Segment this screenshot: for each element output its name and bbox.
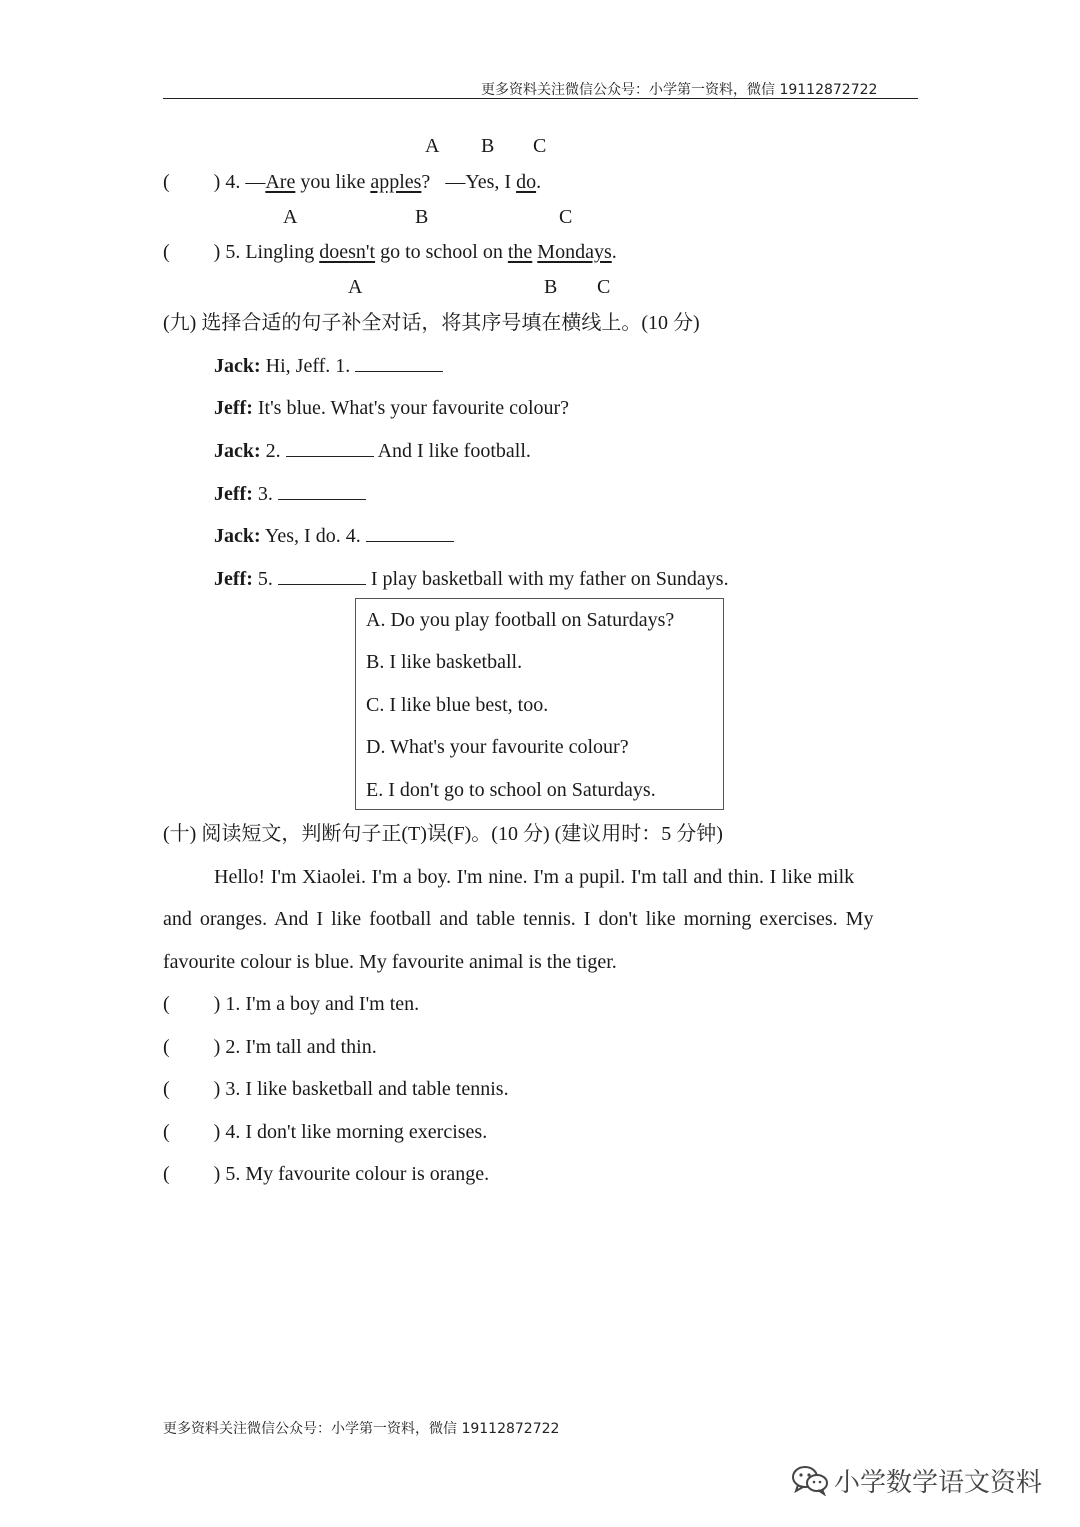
- speaker: Jeff:: [214, 483, 253, 505]
- answer-blank-1[interactable]: [355, 353, 443, 372]
- answer-paren[interactable]: (: [163, 1036, 170, 1058]
- q5-marker-a: A: [348, 276, 363, 298]
- tf-item-4: ( ) 4. I don't like morning exercises.: [163, 1121, 488, 1143]
- answer-blank-5[interactable]: [278, 566, 366, 585]
- q3-marker-c: C: [533, 135, 547, 157]
- q3-marker-b: B: [481, 135, 495, 157]
- header-text: 更多资料关注微信公众号：小学第一资料，微信 19112872722: [481, 82, 878, 98]
- q4-underlined-apples: apples: [370, 171, 422, 193]
- wechat-icon: [790, 1464, 830, 1496]
- tf-item-5: ( ) 5. My favourite colour is orange.: [163, 1163, 490, 1185]
- answer-paren[interactable]: (: [163, 1121, 170, 1143]
- passage-line-3: favourite colour is blue. My favourite animal is the tiger.: [163, 951, 617, 973]
- q4-underlined-do: do: [516, 171, 537, 193]
- answer-paren[interactable]: (: [163, 993, 170, 1015]
- passage-line-1: Hello! I'm Xiaolei. I'm a boy. I'm nine. I'm a pupil. I'm tall and thin. I like milk: [214, 866, 855, 888]
- dialogue-line-4: Jeff: 3.: [214, 481, 366, 506]
- q4-line: ( ) 4. —Are you like apples? —Yes, I do.: [163, 171, 542, 193]
- dialogue-line-2: Jeff: It's blue. What's your favourite colour?: [214, 397, 570, 419]
- answer-paren[interactable]: (: [163, 241, 170, 263]
- q5-underlined-the: the: [507, 241, 533, 263]
- answer-paren[interactable]: (: [163, 1078, 170, 1100]
- passage-line-2: and oranges. And I like football and table tennis. I don't like morning exercises. My: [163, 908, 874, 930]
- option-c: C. I like blue best, too.: [366, 694, 549, 716]
- speaker: Jeff:: [214, 568, 253, 590]
- answer-blank-3[interactable]: [278, 481, 366, 500]
- section10-title: (十) 阅读短文，判断句子正(T)误(F)。(10 分) (建议用时：5 分钟): [163, 823, 723, 845]
- dialogue-line-1: Jack: Hi, Jeff. 1.: [214, 353, 443, 378]
- answer-paren[interactable]: (: [163, 1163, 170, 1185]
- tf-item-2: ( ) 2. I'm tall and thin.: [163, 1036, 377, 1058]
- speaker: Jack:: [214, 440, 261, 462]
- answer-blank-2[interactable]: [286, 438, 374, 457]
- q5-marker-c: C: [597, 276, 611, 298]
- answer-paren[interactable]: (: [163, 171, 170, 193]
- q4-marker-c: C: [559, 206, 573, 228]
- footer-text: 更多资料关注微信公众号：小学第一资料，微信 19112872722: [163, 1421, 560, 1437]
- dialogue-line-5: Jack: Yes, I do. 4.: [214, 523, 454, 548]
- q5-line: ( ) 5. Lingling doesn't go to school on the Mondays.: [163, 241, 617, 263]
- option-b: B. I like basketball.: [366, 651, 523, 673]
- dialogue-line-3: Jack: 2. And I like football.: [214, 440, 531, 462]
- speaker: Jack:: [214, 355, 261, 377]
- option-d: D. What's your favourite colour?: [366, 736, 629, 758]
- option-e: E. I don't go to school on Saturdays.: [366, 779, 656, 801]
- q4-marker-a: A: [283, 206, 298, 228]
- q5-underlined-doesnt: doesn't: [319, 241, 376, 263]
- speaker: Jack:: [214, 525, 261, 547]
- speaker: Jeff:: [214, 397, 253, 419]
- tf-item-1: ( ) 1. I'm a boy and I'm ten.: [163, 993, 420, 1015]
- option-a: A. Do you play football on Saturdays?: [366, 609, 675, 631]
- options-box: [355, 598, 724, 810]
- q4-underlined-are: Are: [265, 171, 296, 193]
- tf-item-3: ( ) 3. I like basketball and table tennis.: [163, 1078, 509, 1100]
- q5-marker-b: B: [544, 276, 558, 298]
- section9-title: (九) 选择合适的句子补全对话，将其序号填在横线上。(10 分): [163, 312, 700, 334]
- watermark-text: 小学数学语文资料: [834, 1467, 1043, 1498]
- q5-underlined-mondays: Mondays: [537, 241, 612, 263]
- dialogue-line-6: Jeff: 5. I play basketball with my father on Sundays.: [214, 568, 729, 590]
- watermark: [790, 1462, 1042, 1498]
- header-divider: [163, 98, 918, 99]
- answer-blank-4[interactable]: [366, 523, 454, 542]
- q4-marker-b: B: [415, 206, 429, 228]
- q3-marker-a: A: [425, 135, 440, 157]
